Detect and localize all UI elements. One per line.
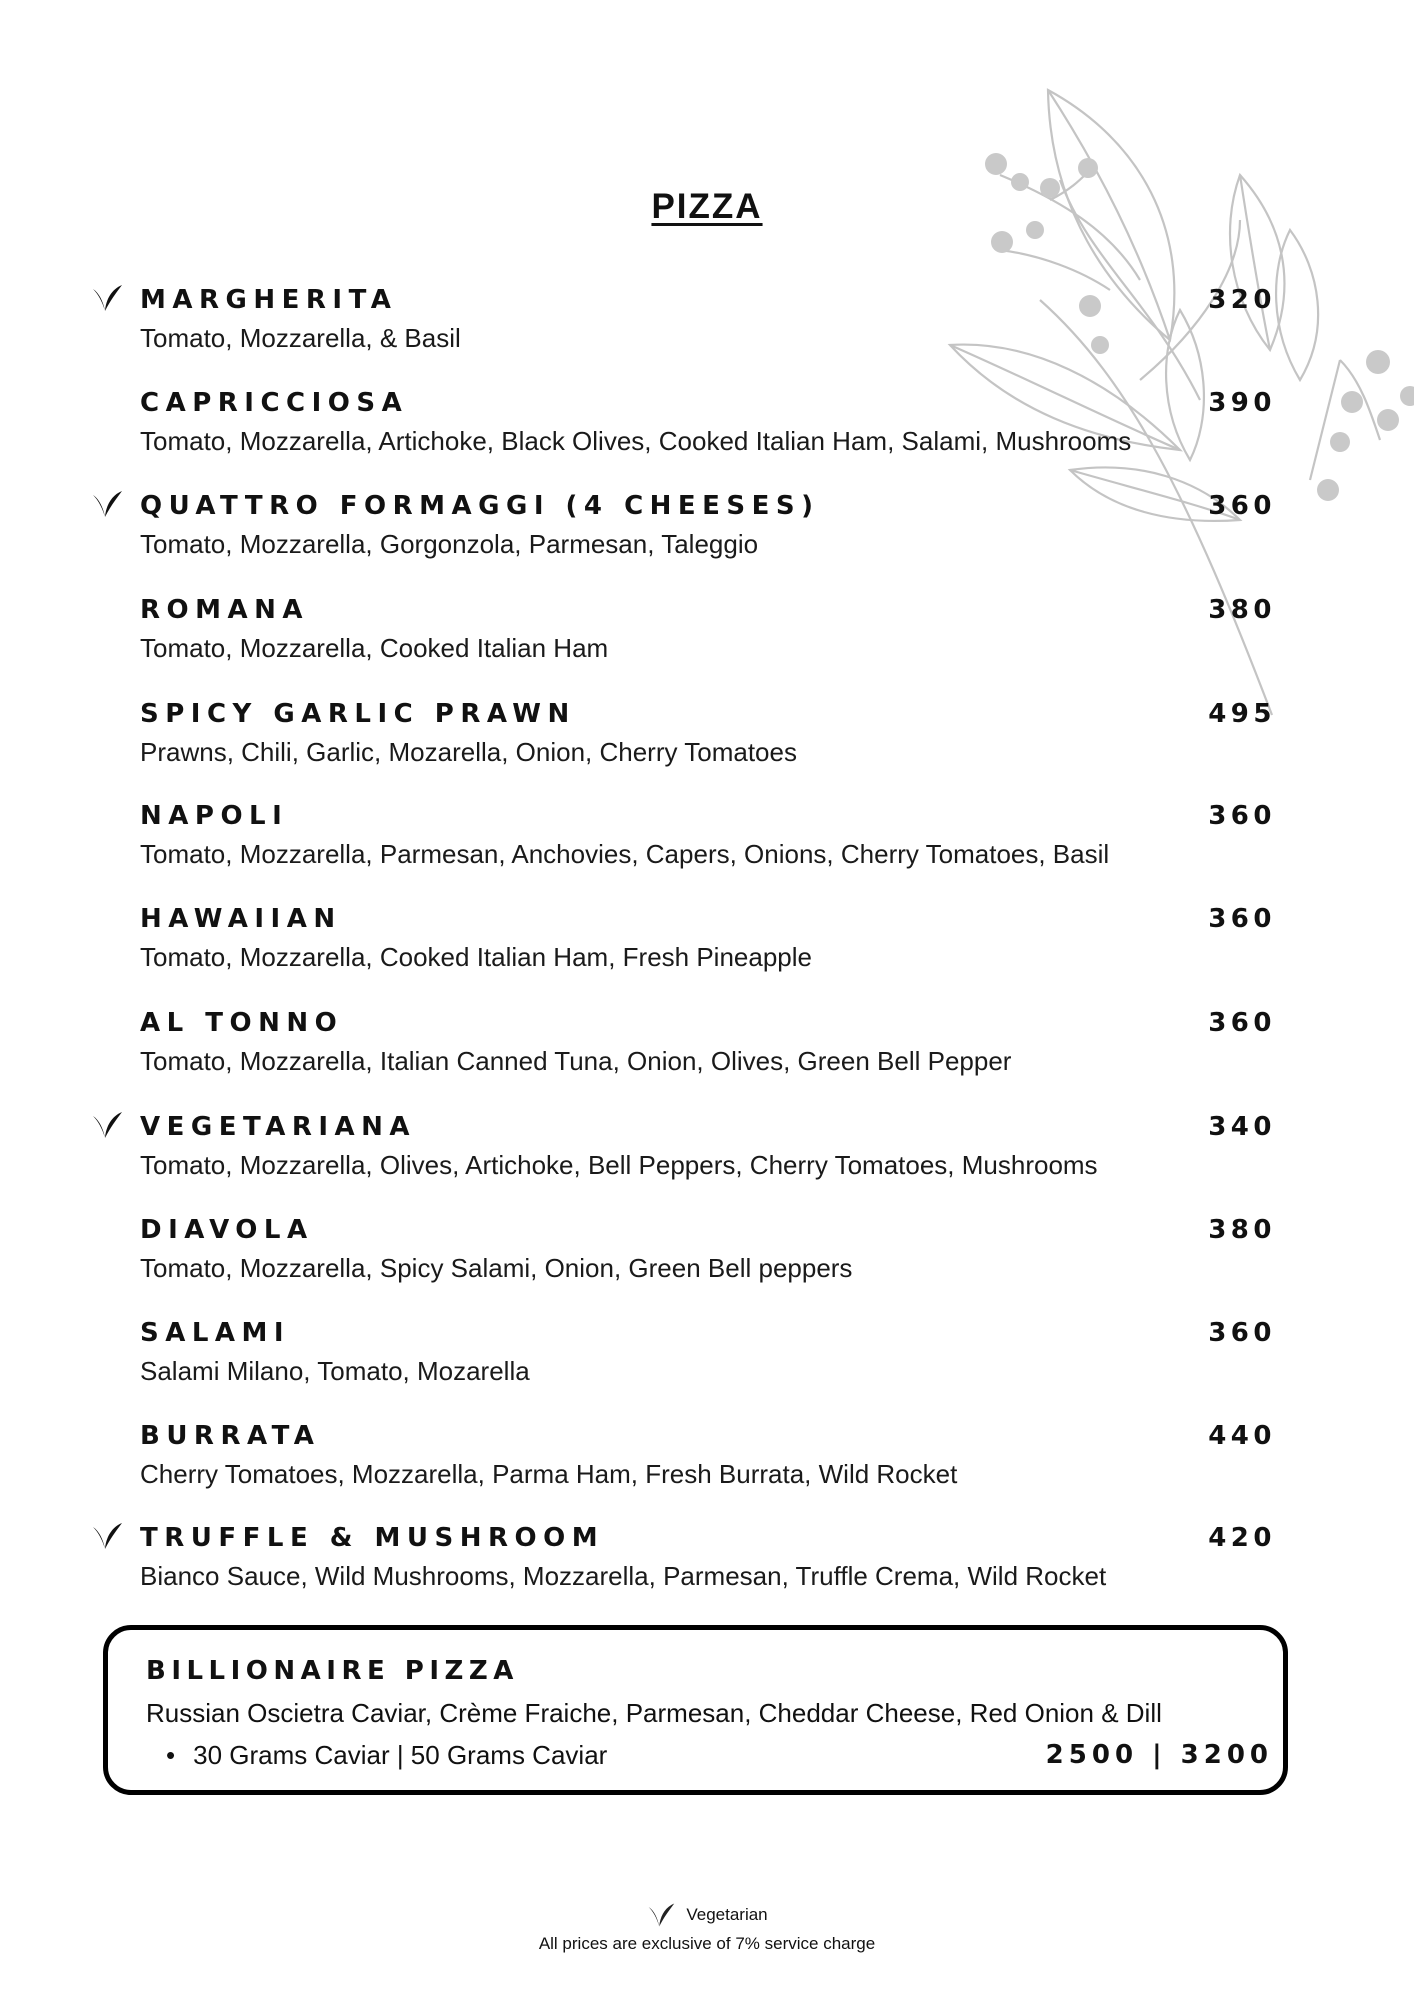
menu-item — [0, 1112, 1414, 1212]
item-description: Tomato, Mozzarella, & Basil — [140, 323, 461, 353]
item-name: VEGETARIANA — [140, 1112, 417, 1142]
menu-item — [0, 801, 1414, 901]
item-price: 420 — [1208, 1523, 1276, 1553]
menu-item — [0, 1215, 1414, 1315]
menu-item — [0, 904, 1414, 1004]
legend — [0, 1900, 1414, 1954]
item-name: DIAVOLA — [140, 1215, 314, 1245]
vegetarian-leaf-icon — [90, 487, 124, 521]
item-name: SPICY GARLIC PRAWN — [140, 699, 576, 729]
vegetarian-leaf-icon — [646, 1900, 676, 1930]
item-name: NAPOLI — [140, 801, 289, 831]
item-description: Tomato, Mozzarella, Spicy Salami, Onion, Green Bell peppers — [140, 1253, 853, 1283]
item-name: HAWAIIAN — [140, 904, 342, 934]
item-price: 360 — [1208, 801, 1276, 831]
menu-item — [0, 285, 1414, 385]
vegetarian-leaf-icon — [90, 281, 124, 315]
item-description: Tomato, Mozzarella, Artichoke, Black Olives, Cooked Italian Ham, Salami, Mushrooms — [140, 426, 1132, 456]
item-name: BURRATA — [140, 1421, 321, 1451]
menu-item — [0, 1421, 1414, 1521]
item-price: 320 — [1208, 285, 1276, 315]
item-name: TRUFFLE & MUSHROOM — [140, 1523, 605, 1553]
menu-item — [0, 1008, 1414, 1108]
item-name: SALAMI — [140, 1318, 291, 1348]
item-price: 390 — [1208, 388, 1276, 418]
item-price: 360 — [1208, 904, 1276, 934]
menu-item — [0, 1318, 1414, 1418]
menu-item — [0, 595, 1414, 695]
item-description: Tomato, Mozzarella, Olives, Artichoke, Bell Peppers, Cherry Tomatoes, Mushrooms — [140, 1150, 1098, 1180]
item-price: 380 — [1208, 595, 1276, 625]
item-description: Prawns, Chili, Garlic, Mozarella, Onion, Cherry Tomatoes — [140, 737, 797, 767]
item-name: QUATTRO FORMAGGI (4 CHEESES) — [140, 491, 820, 521]
item-price: 495 — [1208, 699, 1276, 729]
special-item-box — [103, 1625, 1288, 1795]
item-price: 340 — [1208, 1112, 1276, 1142]
item-description: Tomato, Mozzarella, Italian Canned Tuna, Onion, Olives, Green Bell Pepper — [140, 1046, 1012, 1076]
item-price: 360 — [1208, 1008, 1276, 1038]
service-charge-note: All prices are exclusive of 7% service charge — [538, 1934, 876, 1953]
item-name: AL TONNO — [140, 1008, 344, 1038]
special-item-name: BILLIONAIRE PIZZA — [146, 1656, 519, 1686]
menu-item — [0, 1523, 1414, 1623]
menu-item — [0, 491, 1414, 591]
special-item-description: Russian Oscietra Caviar, Crème Fraiche, Parmesan, Cheddar Cheese, Red Onion & Dill — [146, 1698, 1162, 1728]
vegetarian-leaf-icon — [90, 1519, 124, 1553]
item-description: Salami Milano, Tomato, Mozarella — [140, 1356, 530, 1386]
item-price: 360 — [1208, 1318, 1276, 1348]
item-price: 380 — [1208, 1215, 1276, 1245]
item-description: Tomato, Mozzarella, Parmesan, Anchovies, Capers, Onions, Cherry Tomatoes, Basil — [140, 839, 1110, 869]
vegetarian-leaf-icon — [90, 1108, 124, 1142]
item-description: Cherry Tomatoes, Mozzarella, Parma Ham, Fresh Burrata, Wild Rocket — [140, 1459, 958, 1489]
item-description: Tomato, Mozzarella, Cooked Italian Ham, Fresh Pineapple — [140, 942, 812, 972]
page-title: PIZZA — [651, 187, 763, 226]
special-item-option: • 30 Grams Caviar | 50 Grams Caviar — [166, 1740, 607, 1771]
item-name: ROMANA — [140, 595, 309, 625]
item-name: MARGHERITA — [140, 285, 398, 315]
legend-label: Vegetarian — [686, 1905, 768, 1924]
menu-item — [0, 388, 1414, 488]
item-description: Tomato, Mozzarella, Cooked Italian Ham — [140, 633, 609, 663]
item-price: 360 — [1208, 491, 1276, 521]
item-name: CAPRICCIOSA — [140, 388, 409, 418]
item-price: 440 — [1208, 1421, 1276, 1451]
special-item-price: 2500 | 3200 — [1045, 1740, 1273, 1770]
menu-item — [0, 699, 1414, 799]
item-description: Tomato, Mozzarella, Gorgonzola, Parmesan, Taleggio — [140, 529, 759, 559]
item-description: Bianco Sauce, Wild Mushrooms, Mozzarella, Parmesan, Truffle Crema, Wild Rocket — [140, 1561, 1107, 1591]
